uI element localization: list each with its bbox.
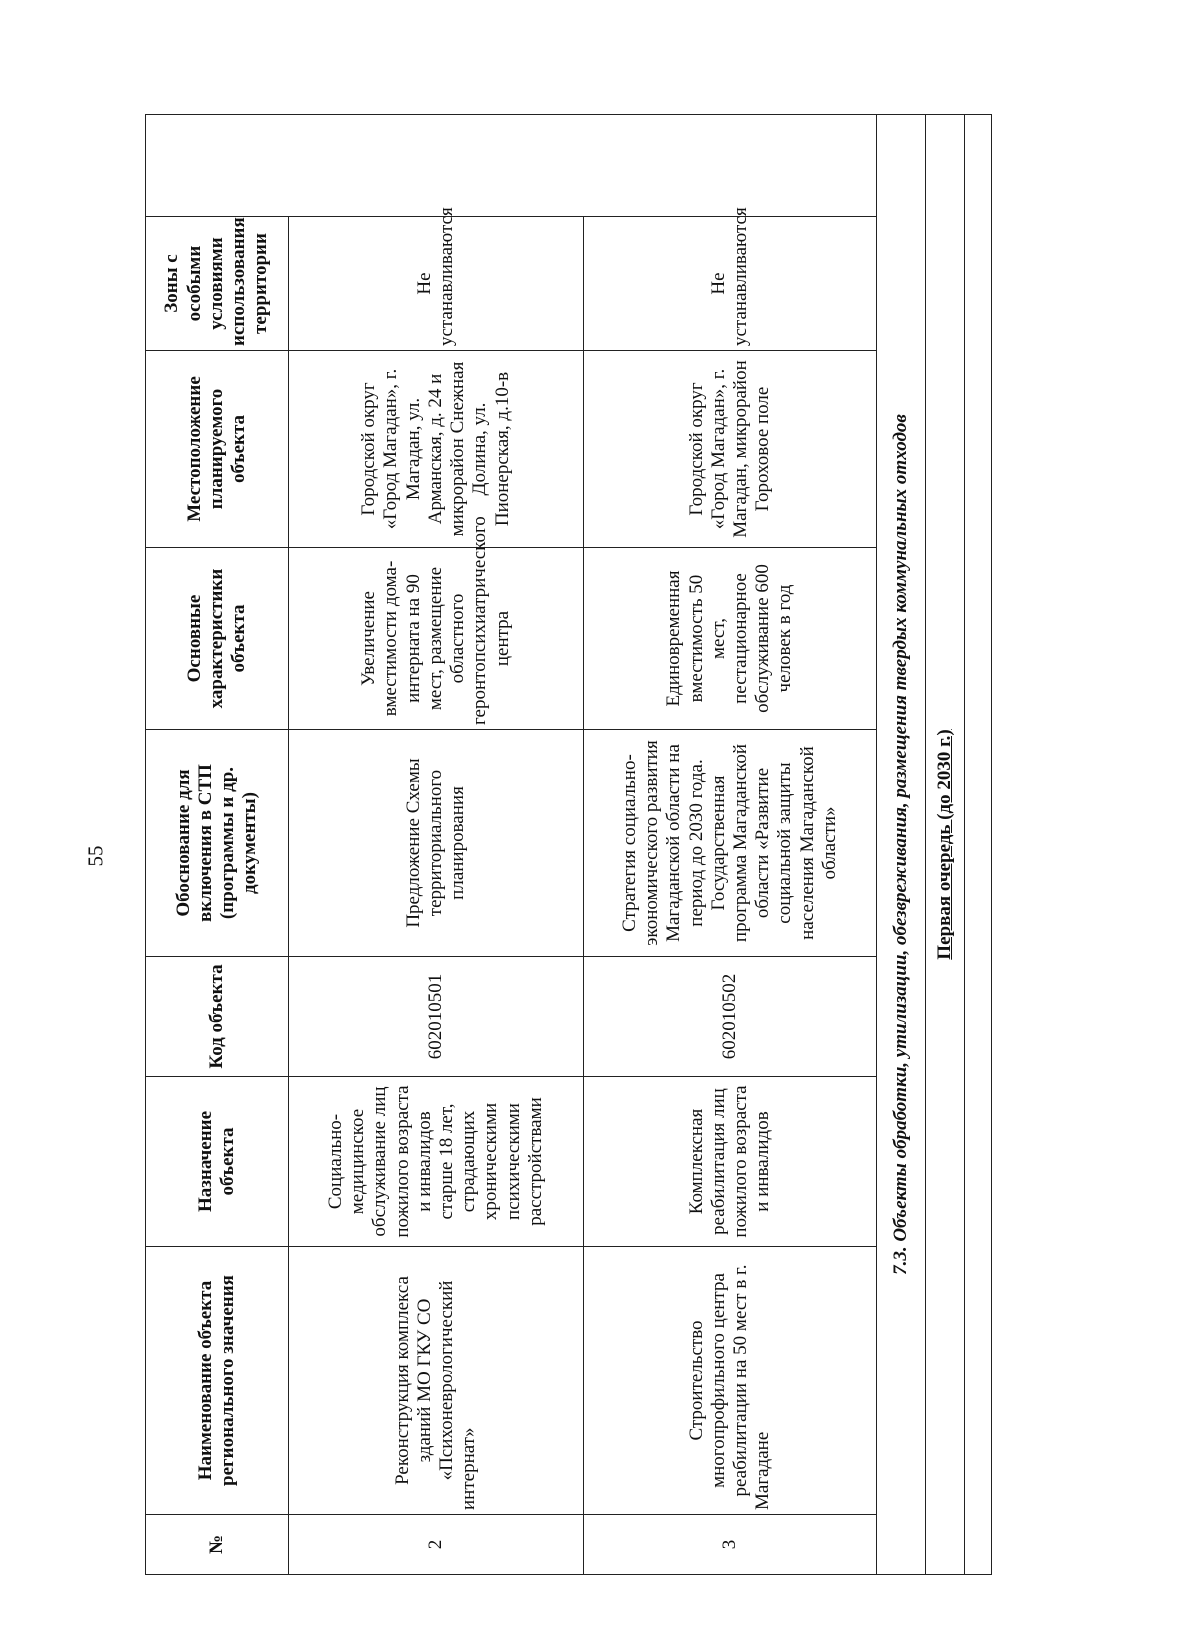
row-num: 3 (584, 1515, 877, 1575)
row-characteristics: Единовременная вместимость 50 мест, пестационарное обслуживание 600 человек в год (584, 548, 877, 730)
table-row (584, 115, 877, 1575)
row-location: Городской округ «Город Магадан», г. Магадан, ул. Арманская, д. 24 и микрорайон Снежная Долина, ул. Пионерская, д.10-в (289, 351, 584, 548)
queue-title-cell (926, 115, 965, 1575)
table-row (289, 115, 584, 1575)
header-zones: Зоны с особыми условиями использования территории (146, 217, 289, 351)
objects-table (145, 114, 992, 1575)
row-purpose: Комплексная реабилитация лиц пожилого возраста и инвалидов (584, 1077, 877, 1247)
header-location: Местоположение планируемого объекта (146, 351, 289, 548)
right-blank-column (146, 115, 877, 217)
blank-cell (965, 115, 992, 1575)
row-basis: Предложение Схемы территориального планирования (289, 730, 584, 957)
row-name: Реконструкция комплекса зданий МО ГКУ СО «Психоневрологический интернат» (289, 1247, 584, 1515)
queue-heading-row (926, 115, 965, 1575)
header-num: № (146, 1515, 289, 1575)
row-location: Городской округ «Город Магадан», г. Магадан, микрорайон Гороховое поле (584, 351, 877, 548)
row-basis: Стратегия социально-экономического развития Магаданской области на период до 2030 года. Государственная программа Магаданской области «Развитие социальной защиты населения Магаданской области» (584, 730, 877, 957)
row-num: 2 (289, 1515, 584, 1575)
header-purpose: Назначение объекта (146, 1077, 289, 1247)
row-code: 602010501 (289, 957, 584, 1077)
section-title: 7.3. Объекты обработки, утилизации, обезвреживания, размещения твердых коммунальных отходов (877, 115, 926, 1575)
header-characteristics: Основные характеристики объекта (146, 548, 289, 730)
row-zones: Не устанавливаются (584, 217, 877, 351)
rotated-sheet (145, 115, 1005, 1575)
row-characteristics: Увеличение вместимости дома-интерната на 90 мест, размещение областного геронтопсихиатрического центра (289, 548, 584, 730)
row-zones: Не устанавливаются (289, 217, 584, 351)
header-name: Наименование объекта регионального значения (146, 1247, 289, 1515)
section-heading-row (877, 115, 926, 1575)
header-row (146, 115, 289, 1575)
header-basis: Обоснование для включения в СТП (программы и др. документы) (146, 730, 289, 957)
header-code: Код объекта (146, 957, 289, 1077)
page-number: 55 (83, 845, 108, 867)
row-name: Строительство многопрофильного центра реабилитации на 50 мест в г. Магадане (584, 1247, 877, 1515)
queue-title: Первая очередь (до 2030 г.) (933, 729, 955, 960)
row-code: 602010502 (584, 957, 877, 1077)
row-purpose: Социально-медицинское обслуживание лиц пожилого возраста и инвалидов старше 18 лет, страдающих хроническими психическими расстройствами (289, 1077, 584, 1247)
blank-row (965, 115, 992, 1575)
